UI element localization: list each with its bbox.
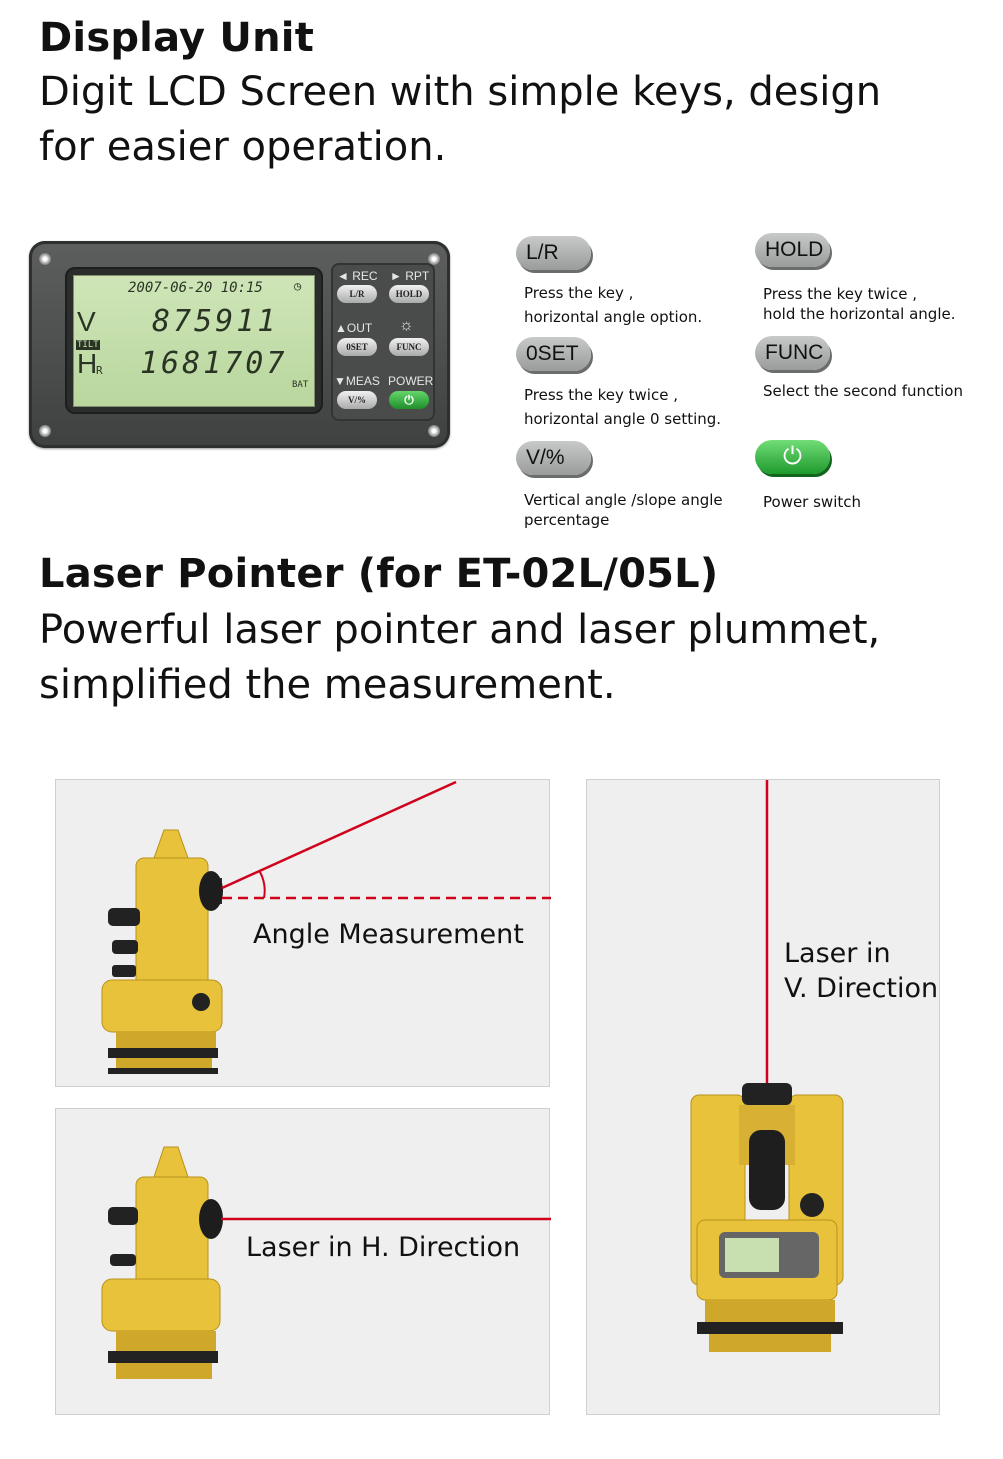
key-hold-badge: HOLD — [755, 233, 830, 267]
instrument-front-view — [691, 1083, 843, 1352]
screw-icon — [428, 425, 440, 437]
vertical-laser-label-line2: V. Direction — [784, 973, 939, 1004]
key-lr-desc-line2: horizontal angle option. — [524, 308, 703, 326]
key-vpct-badge: V/% — [516, 441, 591, 475]
screw-icon — [39, 253, 51, 265]
lcd-frame — [65, 267, 323, 414]
vertical-laser-illustration — [587, 780, 941, 1416]
horizontal-laser-label: Laser in H. Direction — [246, 1232, 521, 1263]
key-oset-desc-line1: Press the key twice , — [524, 386, 678, 404]
lcd-tilt-label: TILT — [77, 340, 99, 350]
key-oset-badge: 0SET — [516, 337, 591, 371]
power-icon: ⏻ — [755, 440, 830, 474]
device-out-label: ▲OUT — [335, 321, 373, 335]
key-lr-badge: L/R — [516, 236, 591, 270]
instrument-side-view — [102, 830, 223, 1074]
lcd-clock-icon: ◷ — [294, 279, 302, 293]
section-title-display-unit: Display Unit — [39, 15, 315, 61]
device-rec-label: ◄ REC — [337, 269, 378, 283]
angle-arc-icon — [260, 872, 265, 898]
key-func-desc-line1: Select the second function — [763, 382, 963, 400]
lcd-v-value: 875911 — [152, 304, 279, 339]
lcd-h-value: 1681707 — [140, 346, 288, 381]
device-func-button[interactable]: FUNC — [389, 338, 429, 356]
key-hold-desc-line1: Press the key twice , — [763, 285, 917, 303]
vertical-laser-panel — [586, 779, 940, 1415]
key-vpct-desc-line1: Vertical angle /slope angle — [524, 491, 723, 509]
display-unit-device — [29, 241, 450, 448]
device-power-button[interactable]: ⏻ — [389, 391, 429, 409]
vertical-laser-label-line1: Laser in — [784, 938, 891, 969]
device-oset-button[interactable]: 0SET — [337, 338, 377, 356]
key-power-desc-line1: Power switch — [763, 493, 862, 511]
lcd-v-label: V — [77, 306, 96, 337]
key-vpct-desc-line2: percentage — [524, 511, 610, 529]
device-meas-label: ▼MEAS — [334, 374, 380, 388]
lcd-date-time: 2007-06-20 10:15 — [128, 280, 263, 296]
device-keypad — [331, 263, 435, 421]
device-vpct-button[interactable]: V/% — [337, 391, 377, 409]
angle-measurement-label: Angle Measurement — [253, 919, 524, 950]
key-oset-desc-line2: horizontal angle 0 setting. — [524, 410, 722, 428]
key-lr-desc-line1: Press the key , — [524, 284, 634, 302]
display-unit-description-line1: Digit LCD Screen with simple keys, design — [39, 69, 882, 115]
device-rpt-label: ► RPT — [390, 269, 430, 283]
laser-beam-angled — [222, 782, 456, 888]
lcd-h-label: H — [77, 348, 98, 379]
angle-measurement-panel — [55, 779, 550, 1087]
key-hold-desc-line2: hold the horizontal angle. — [763, 305, 956, 323]
lcd-battery-label: BAT — [292, 380, 309, 390]
horizontal-laser-panel — [55, 1108, 550, 1415]
section-title-laser-pointer: Laser Pointer (for ET-02L/05L) — [39, 551, 719, 597]
laser-description-line1: Powerful laser pointer and laser plummet, — [39, 607, 881, 653]
key-func-badge: FUNC — [755, 336, 830, 370]
device-hold-button[interactable]: HOLD — [389, 285, 429, 303]
lcd-screen — [73, 275, 315, 407]
illumination-icon: ☼ — [399, 317, 414, 334]
instrument-side-view — [102, 1147, 223, 1379]
display-unit-description-line2: for easier operation. — [39, 124, 447, 170]
lcd-h-subscript: R — [96, 364, 103, 377]
screw-icon — [39, 425, 51, 437]
device-lr-button[interactable]: L/R — [337, 285, 377, 303]
device-power-label: POWER — [388, 374, 434, 388]
laser-description-line2: simplified the measurement. — [39, 662, 616, 708]
